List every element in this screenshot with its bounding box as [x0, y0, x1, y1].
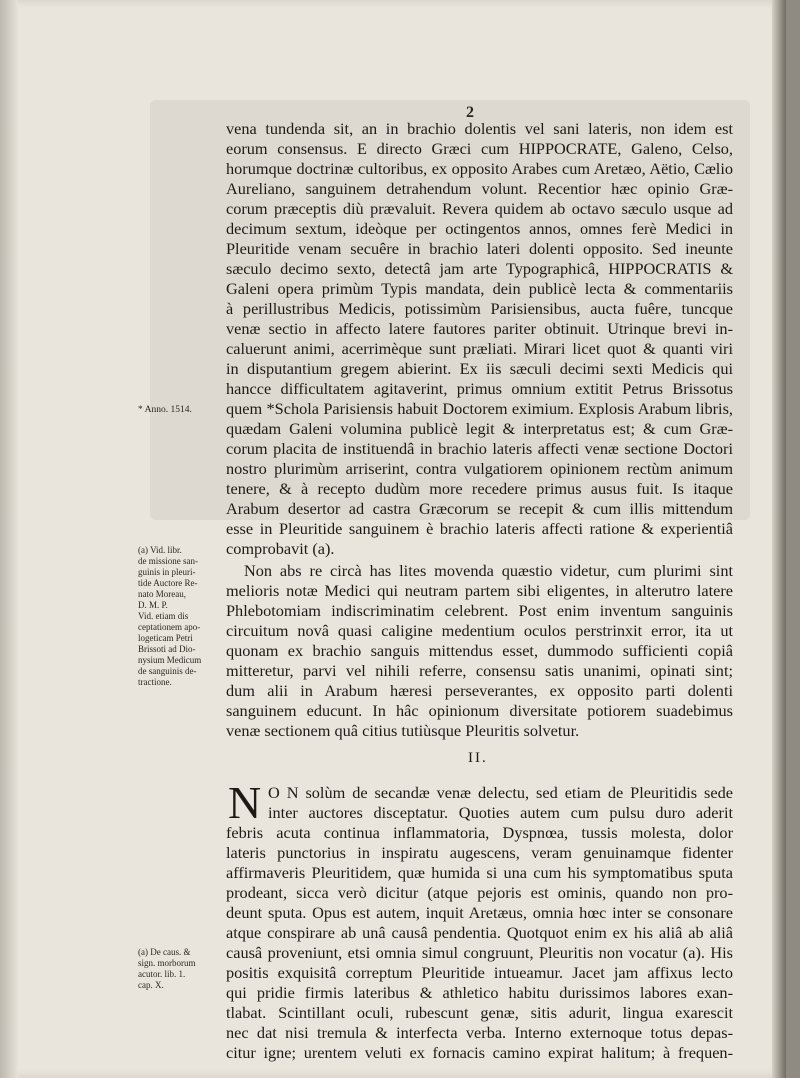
margin-note-line: tractione.	[138, 677, 172, 687]
text-line: sæculo decimo sexto, detectâ jam arte Typographicâ, HIPPOCRATIS &	[226, 259, 733, 278]
text-line: prodeant, sicca verò dicitur (atque pejoris est ominis, quando non pro-	[226, 883, 733, 902]
margin-note-line: Brissoti ad Dio-	[138, 644, 196, 654]
text-line: citur igne; urentem veluti ex fornacis camino expirat halitum; à frequen-	[226, 1043, 733, 1062]
book-spine	[0, 0, 18, 1078]
section-heading: II.	[468, 750, 488, 766]
margin-note-line: (a) De caus. &	[138, 947, 191, 957]
text-line: à perillustribus Medicis, potissimùm Parisiensibus, aucta fuêre, tuncque	[226, 299, 733, 318]
text-line: Arabum desertor ad castra Græcorum se recepit & cum illis mittendum	[226, 499, 733, 518]
margin-note-line: logeticam Petri	[138, 633, 193, 643]
page-edge	[772, 0, 786, 1078]
text-line: deunt sputa. Opus est autem, inquit Aretæus, omnia hœc inter se consonare	[226, 903, 733, 922]
text-line: in disputantium gregem abierint. Ex iis sæculi decimi sexti Medicis qui	[226, 359, 733, 378]
page-number: 2	[466, 104, 474, 121]
drop-cap: N	[228, 777, 262, 828]
text-line: affirmaveris Pleuritidem, quæ humida si una cum his symptomatibus sputa	[226, 863, 733, 882]
margin-note-line: de sanguinis de-	[138, 666, 197, 676]
text-line: corum placita de instituendâ in brachio lateris affecti venæ sectione Doctori	[226, 439, 733, 458]
margin-note-line: tide Auctore Re-	[138, 578, 198, 588]
text-line: eorum consensus. E directo Græci cum HIPPOCRATE, Galeno, Celso,	[226, 139, 733, 158]
text-line: corum præceptis diù prævaluit. Revera quidem ab octavo sæculo usque ad	[226, 199, 733, 218]
text-line: Pleuritide venam secuêre in brachio lateri dolenti opposito. Sed ineunte	[226, 239, 733, 258]
text-line: mitteretur, parvi vel nihili referre, consensu satis unanimi, opinati sint;	[226, 661, 733, 680]
text-line: Aureliano, sanguinem detrahendum volunt. Recentior hæc opinio Græ-	[226, 179, 733, 198]
text-line: O N solùm de secandæ venæ delectu, sed etiam de Pleuritidis sede	[268, 783, 733, 802]
text-line: Phlebotomiam indiscriminatim celebrent. Post enim inventum sanguinis	[226, 601, 733, 620]
text-line: nec dat nisi tremula & interfecta verba. Interno externoque totus depas-	[226, 1023, 733, 1042]
text-line: melioris notæ Medici qui neutram partem sibi eligentes, in alterutro latere	[226, 581, 733, 600]
text-line: circuitum novâ quasi caligine medentium oculos perstrinxit error, ita ut	[226, 621, 733, 640]
text-line: causâ proveniunt, etsi omnia simul congruunt, Pleuritis non vocatur (a). His	[226, 943, 733, 962]
text-line: quonam ex brachio sanguis mittendus esset, dummodo sufficienti copiâ	[226, 641, 733, 660]
text-line: Galeni opera primùm Typis mandata, dein publicè lecta & commentariis	[226, 279, 733, 298]
margin-note-line: cap. X.	[138, 980, 164, 990]
text-line: quædam Galeni volumina publicè legit & interpretatus est; & cum Græ-	[226, 419, 733, 438]
text-line: qui pridie firmis lateribus & athletico habitu durissimos labores exan-	[226, 983, 733, 1002]
text-line: vena tundenda sit, an in brachio dolentis vel sani lateris, non idem est	[226, 119, 733, 138]
text-line: esse in Pleuritide sanguinem è brachio lateris affecti ratione & experientiâ	[226, 519, 733, 538]
text-line: quem *Schola Parisiensis habuit Doctorem eximium. Explosis Arabum libris,	[226, 399, 733, 418]
text-line: nostro plurimùm arriserint, contra vulgatiorem opinionem rectùm animum	[226, 459, 733, 478]
text-line: horumque doctrinæ cultoribus, ex opposito Arabes cum Aretæo, Aëtio, Cælio	[226, 159, 733, 178]
text-line: sanguinem educunt. In hâc opinionum diversitate potiorem suadebimus	[226, 701, 733, 720]
margin-note-line: nysium Medicum	[138, 655, 202, 665]
text-line: Non abs re circà has lites movenda quæstio videtur, cum plurimi sint	[244, 561, 733, 580]
margin-note-line: guinis in pleuri-	[138, 567, 196, 577]
text-line: inter auctores disceptatur. Quoties autem cum pulsu duro aderit	[268, 803, 733, 822]
text-line: positis exquisitâ correptum Pleuritide intueamur. Jacet jam affixus lecto	[226, 963, 733, 982]
margin-note-line: D. M. P.	[138, 600, 168, 610]
margin-note-line: (a) Vid. libr.	[138, 545, 182, 555]
text-line: febris acuta continua inflammatoria, Dyspnœa, tussis molesta, dolor	[226, 823, 733, 842]
margin-note-line: de missione san-	[138, 556, 198, 566]
margin-note-line: nato Moreau,	[138, 589, 186, 599]
margin-note-line: sign. morborum	[138, 958, 196, 968]
text-line: hancce difficultatem agitaverint, primus omnium extitit Petrus Brissotus	[226, 379, 733, 398]
margin-note-line: acutor. lib. 1.	[138, 969, 186, 979]
text-line: venæ sectio in affecto latere fautores pariter obtinuit. Utrinque brevi in-	[226, 319, 733, 338]
text-line: atque conspirare ab unâ causâ pendentia. Quotquot enim ex his aliâ ab aliâ	[226, 923, 733, 942]
text-line: decimum sextum, ideòque per octingentos annos, omnes ferè Medici in	[226, 219, 733, 238]
text-line: caluerunt animi, acerrimèque sunt præliati. Mirari licet quot & quanti viri	[226, 339, 733, 358]
text-line: tenere, & à recepto dudùm more recedere primus ausus fuit. Is itaque	[226, 479, 733, 498]
margin-note-line: Vid. etiam dis	[138, 611, 189, 621]
text-line: lateris punctorius in inspiratu augescens, veram genuinamque fidenter	[226, 843, 733, 862]
text-line: dum alii in Arabum hæresi perseverantes, ex opposito parti dolenti	[226, 681, 733, 700]
text-line: comprobavit (a).	[226, 539, 335, 558]
margin-note-anno: * Anno. 1514.	[138, 405, 192, 415]
margin-note-line: ceptationem apo-	[138, 622, 201, 632]
text-line: venæ sectionem quâ citius tutiùsque Pleuritis solvetur.	[226, 721, 580, 740]
text-line: tlabat. Scintillant oculi, rubescunt genæ, sitis adurit, lingua exarescit	[226, 1003, 733, 1022]
